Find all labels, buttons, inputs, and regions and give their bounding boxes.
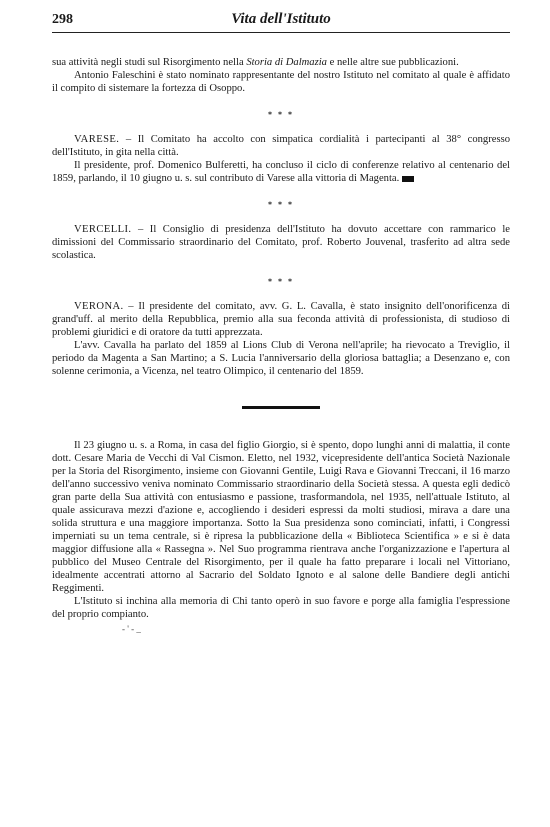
ink-mark bbox=[402, 176, 414, 182]
italic-title: Storia di Dalmazia bbox=[246, 57, 327, 68]
verona-paragraph-1 bbox=[52, 300, 510, 339]
obituary-paragraph-1: Il 23 giugno u. s. a Roma, in casa del figlio Giorgio, si è spento, dopo lunghi anni di malattia, il conte dott. Cesare Maria de Vecchi di Val Cismon. Eletto, nel 1932, vicepresidente dell'antica Società Nazionale per la Storia del Risorgimento, insieme con Giovanni Gentile, Luigi Rava e Giovanni Treccani, il 16 marzo dell'anno successivo veniva nominato Commissario straordinario della Società stessa. A questa egli dedicò gran parte della Sua attività con entusiasmo e passione, trasformandola, nel 1935, nell'attuale Istituto, al quale assicurava mezzi d'azione e, accogliendo i desideri espressi da molti studiosi, mirava a dare una solida struttura e una maggiore importanza. Sotto la Sua presidenza sono cominciati, infatti, i Congressi imperniati su un tema centrale, si è ripresa la pubblicazione della « Biblioteca Scientifica » e si è data maggior diffusione alla « Rassegna ». Nel Suo programma rientrava anche l'organizzazione e l'apertura al pubblico del Museo Centrale del Risorgimento, per il quale ha fatto preparare i locali nel Vittoriano, idealmente accentrati attorno al Sacrario del Soldato Ignoto e al salone delle Bandiere degli antichi Reggimenti. bbox=[52, 440, 510, 594]
varese-paragraph-2 bbox=[52, 159, 510, 185]
varese-paragraph-1 bbox=[52, 133, 510, 159]
section-name-vercelli: VERCELLI. bbox=[74, 224, 132, 235]
section-separator: * * * bbox=[268, 110, 294, 119]
section-separator: * * * bbox=[268, 277, 294, 286]
verona-paragraph-2: L'avv. Cavalla ha parlato del 1859 al Lions Club di Verona nell'aprile; ha rievocato a Treviglio, il periodo da Magenta a San Martino; a S. Lucia l'anniversario della gloriosa battaglia; a Desenzano e, con solenne cerimonia, a Vicenza, nel teatro Olimpico, il centenario del 1859. bbox=[52, 340, 510, 377]
section-name-verona: VERONA. bbox=[74, 301, 124, 312]
section-separator: * * * bbox=[268, 200, 294, 209]
intro-paragraph-2: Antonio Faleschini è stato nominato rappresentante del nostro Istituto nel comitato al quale è affidato il compito di sistemare la fortezza di Osoppo. bbox=[52, 70, 510, 94]
section-name-varese: VARESE. bbox=[74, 134, 120, 145]
page-number: 298 bbox=[52, 12, 73, 27]
intro-text-end: e nelle altre sue pubblicazioni. bbox=[326, 57, 459, 68]
running-title: Vita dell'Istituto bbox=[231, 11, 331, 27]
intro-text: sua attività negli studi sul Risorgimento nella bbox=[52, 57, 247, 68]
varese-text: – Il Comitato ha accolto con simpatica cordialità i partecipanti al 38° congresso dell'Istituto, in gita nella città. bbox=[52, 134, 510, 158]
section-rule bbox=[242, 406, 320, 409]
intro-paragraph-1 bbox=[52, 56, 510, 69]
stray-marks: - ' - _ bbox=[122, 624, 141, 634]
verona-text: – Il presidente del comitato, avv. G. L. Cavalla, è stato insignito dell'onorificenza di grand'uff. al merito della Repubblica, premio alla sua feconda attività di professionista, di studioso di problemi giuridici e di oratore da tutti apprezzata. bbox=[52, 301, 510, 338]
obituary-paragraph-2: L'Istituto si inchina alla memoria di Chi tanto operò in suo favore e porge alla famiglia l'espressione del proprio compianto. bbox=[52, 596, 510, 620]
vercelli-paragraph bbox=[52, 223, 510, 262]
page-body bbox=[52, 56, 510, 636]
page-header bbox=[52, 10, 510, 33]
varese-text-2: Il presidente, prof. Domenico Bulferetti, ha concluso il ciclo di conferenze relativo al centenario del 1859, parlando, il 10 giugno u. s. sul contributo di Varese alla vittoria di Magenta. bbox=[52, 160, 510, 184]
vercelli-text: – Il Consiglio di presidenza dell'Istituto ha dovuto accettare con rammarico le dimissioni del Commissario straordinario del Comitato, prof. Roberto Jouvenal, trasferito ad altra sede scolastica. bbox=[52, 224, 510, 261]
